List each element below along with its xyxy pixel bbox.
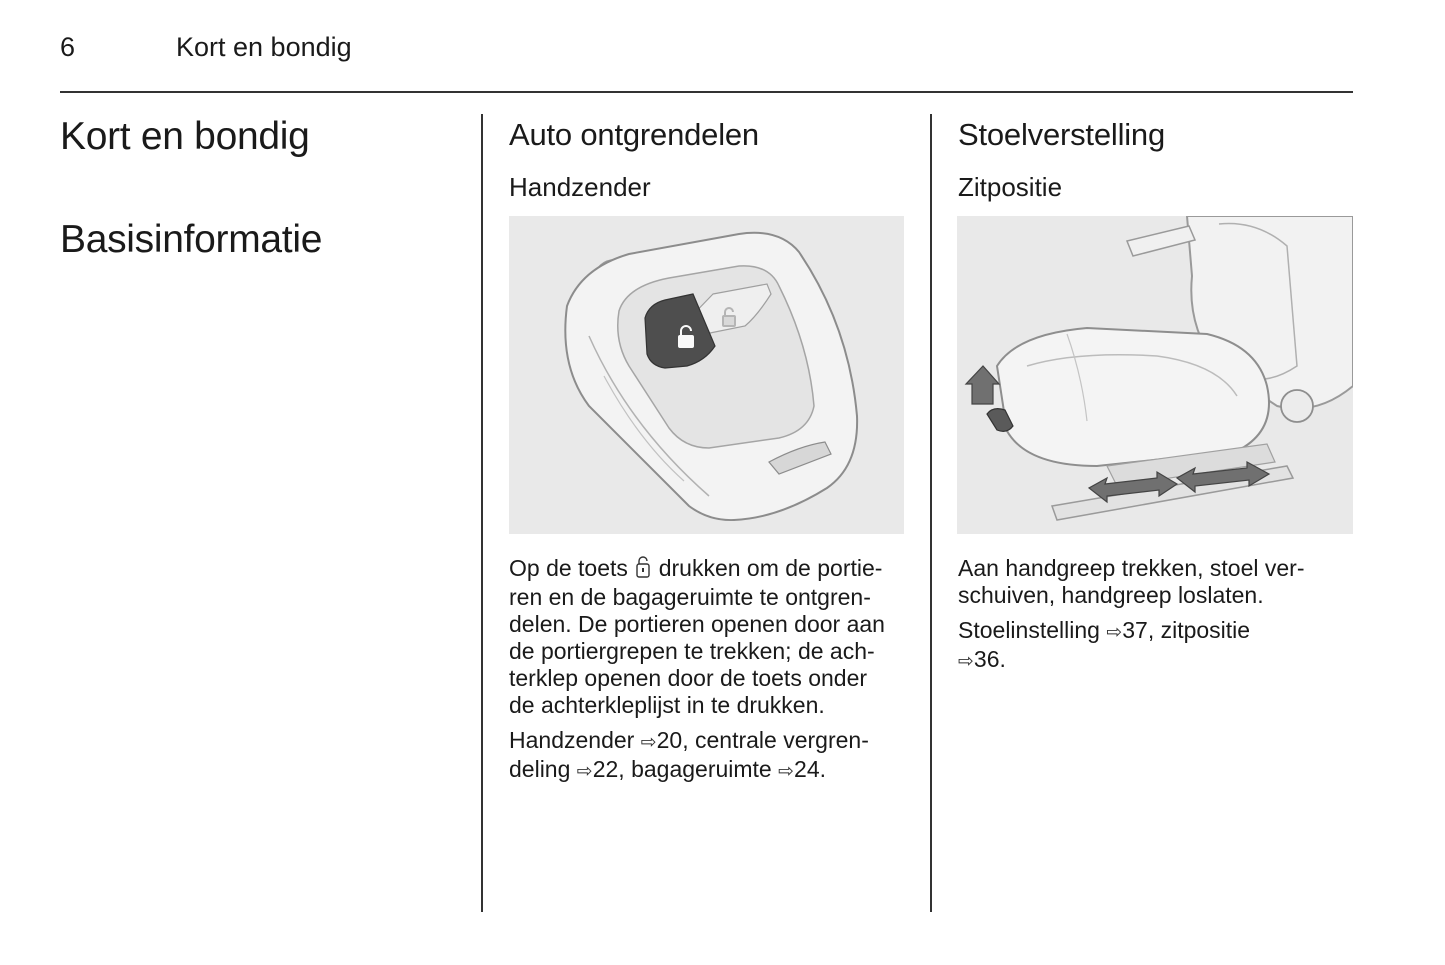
xref-arrow-icon[interactable]: ⇨ xyxy=(1106,621,1123,643)
ref-text-l2[interactable]: 36. xyxy=(973,646,1006,672)
section-title: Basisinformatie xyxy=(60,218,323,261)
seat-text-l2: schuiven, handgreep loslaten. xyxy=(958,582,1264,608)
unlock-text-l2: ren en de bagageruimte te ontgren- xyxy=(509,584,871,610)
unlock-references xyxy=(509,727,919,785)
xref-arrow-icon[interactable]: ⇨ xyxy=(778,760,795,782)
key-fob-figure xyxy=(509,216,904,534)
column-divider-1 xyxy=(481,114,483,912)
ref-text-l2c[interactable]: 24. xyxy=(794,756,827,782)
xref-arrow-icon[interactable]: ⇨ xyxy=(958,650,974,672)
section-heading-seat: Stoelverstelling xyxy=(958,117,1166,152)
xref-arrow-icon[interactable]: ⇨ xyxy=(640,731,657,753)
unlock-text-l3: delen. De portieren openen door aan xyxy=(509,611,885,637)
subheading-remote: Handzender xyxy=(509,172,651,202)
header-rule xyxy=(60,91,1353,93)
seat-figure xyxy=(957,216,1353,534)
xref-arrow-icon[interactable]: ⇨ xyxy=(576,760,593,782)
ref-text-l1b[interactable]: 20, centrale vergren- xyxy=(656,727,869,753)
seat-references xyxy=(958,617,1353,675)
seat-text-l1: Aan handgreep trekken, stoel ver- xyxy=(958,555,1305,581)
seat-instructions xyxy=(958,555,1353,683)
column-divider-2 xyxy=(930,114,932,912)
unlock-text-l4: de portiergrepen te trekken; de ach- xyxy=(509,638,875,664)
seat-paragraph xyxy=(958,555,1353,609)
unlock-text-l6: de achterkleplijst in te drukken. xyxy=(509,692,825,718)
ref-text-handzender: Handzender xyxy=(509,727,635,753)
unlock-text-l1b: drukken om de portie- xyxy=(658,555,883,581)
chapter-title: Kort en bondig xyxy=(60,115,310,158)
ref-text-l2a: deling xyxy=(509,756,571,782)
ref-text-l1b[interactable]: 37, zitpositie xyxy=(1122,617,1251,643)
unlock-paragraph xyxy=(509,555,919,719)
unlock-instructions xyxy=(509,555,919,793)
running-title: Kort en bondig xyxy=(176,32,352,62)
seat-adjustment-illustration xyxy=(957,216,1353,534)
ref-text-stoelinstelling: Stoelinstelling xyxy=(958,617,1100,643)
ref-text-l2b[interactable]: 22, bagageruimte xyxy=(592,756,772,782)
unlock-icon xyxy=(636,556,650,584)
subheading-seat-position: Zitpositie xyxy=(958,172,1063,202)
unlock-text-l1a: Op de toets xyxy=(509,555,628,581)
page-number: 6 xyxy=(60,32,76,62)
unlock-text-l5: terklep openen door de toets onder xyxy=(509,665,868,691)
key-fob-illustration xyxy=(509,216,904,534)
section-heading-unlock: Auto ontgrendelen xyxy=(509,117,759,152)
